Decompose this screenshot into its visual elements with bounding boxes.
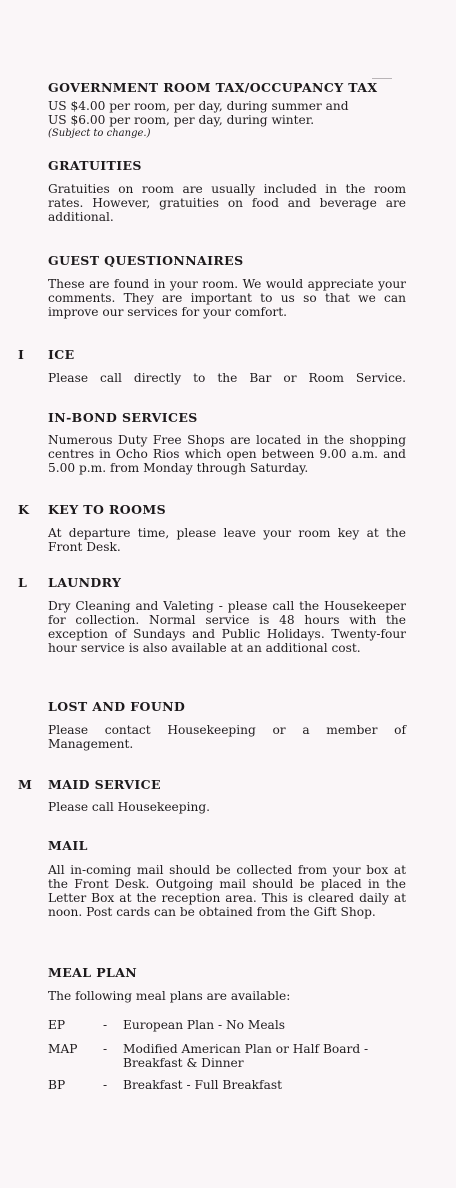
meal-plan-code: EP [48,1018,66,1032]
meal-plan-code: MAP [48,1042,78,1056]
section-heading: MEAL PLAN [48,965,138,980]
section-room-tax [48,80,406,140]
section-key-to-rooms [18,502,406,554]
section-heading: GRATUITIES [48,158,142,173]
section-gratuities [48,158,406,224]
section-body: Numerous Duty Free Shops are located in the shopping centres in Ocho Rios which open between 9.00 a.m. and 5.00 p.m. from Monday through Saturday. [48,433,406,475]
section-body: Please contact Housekeeping or a member of Management. [48,723,406,751]
meal-plan-code: BP [48,1078,66,1092]
section-body: All in-coming mail should be collected from your box at the Front Desk. Outgoing mail should be placed in the Letter Box at the reception area. This is cleared daily at noon. Post cards can be obtained from the Gift Shop. [48,863,406,919]
section-laundry [18,575,406,655]
section-heading: IN-BOND SERVICES [48,410,198,425]
section-heading: MAIL [48,838,88,853]
meal-plan-dash: - [103,1042,108,1056]
section-maid-service [18,777,406,814]
meal-plan-dash: - [103,1018,108,1032]
section-body: Please call Housekeeping. [48,800,210,814]
section-body: Please call directly to the Bar or Room Service. [48,371,406,385]
section-body: The following meal plans are available: [48,989,291,1003]
section-heading: GUEST QUESTIONNAIRES [48,253,244,268]
section-heading: LOST AND FOUND [48,699,186,714]
tax-winter-rate: US $6.00 per room, per day, during winter. [48,113,315,127]
section-lost-and-found [48,699,406,751]
index-letter: L [18,575,28,590]
section-guest-questionnaires [48,253,406,319]
section-meal-plan [48,965,406,1003]
section-ice [18,347,406,385]
section-heading: LAUNDRY [48,575,122,590]
meal-plan-description: Modified American Plan or Half Board - Breakfast & Dinner [123,1042,369,1070]
index-letter: M [18,777,33,792]
section-body: These are found in your room. We would appreciate your comments. They are important to us so that we can improve our services for your comfort. [48,277,406,319]
index-letter: I [18,347,25,362]
corner-mark [372,78,392,79]
section-heading: ICE [48,347,75,362]
section-heading: KEY TO ROOMS [48,502,167,517]
section-heading: MAID SERVICE [48,777,161,792]
tax-summer-rate: US $4.00 per room, per day, during summer and [48,99,349,113]
section-in-bond-services [48,410,406,475]
section-body: Dry Cleaning and Valeting - please call the Housekeeper for collection. Normal service is 48 hours with the exception of Sundays and Public Holidays. Twenty-four hour service is also available at an additional cost. [48,599,406,655]
section-body: Gratuities on room are usually included in the room rates. However, gratuities on food and beverage are additional. [48,182,406,224]
section-heading: GOVERNMENT ROOM TAX/OCCUPANCY TAX [48,80,378,95]
meal-plan-dash: - [103,1078,108,1092]
section-body: At departure time, please leave your room key at the Front Desk. [48,526,406,554]
meal-plan-description: Breakfast - Full Breakfast [123,1078,282,1092]
tax-note: (Subject to change.) [48,128,151,139]
index-letter: K [18,502,30,517]
section-mail [48,838,406,919]
meal-plan-description: European Plan - No Meals [123,1018,285,1032]
